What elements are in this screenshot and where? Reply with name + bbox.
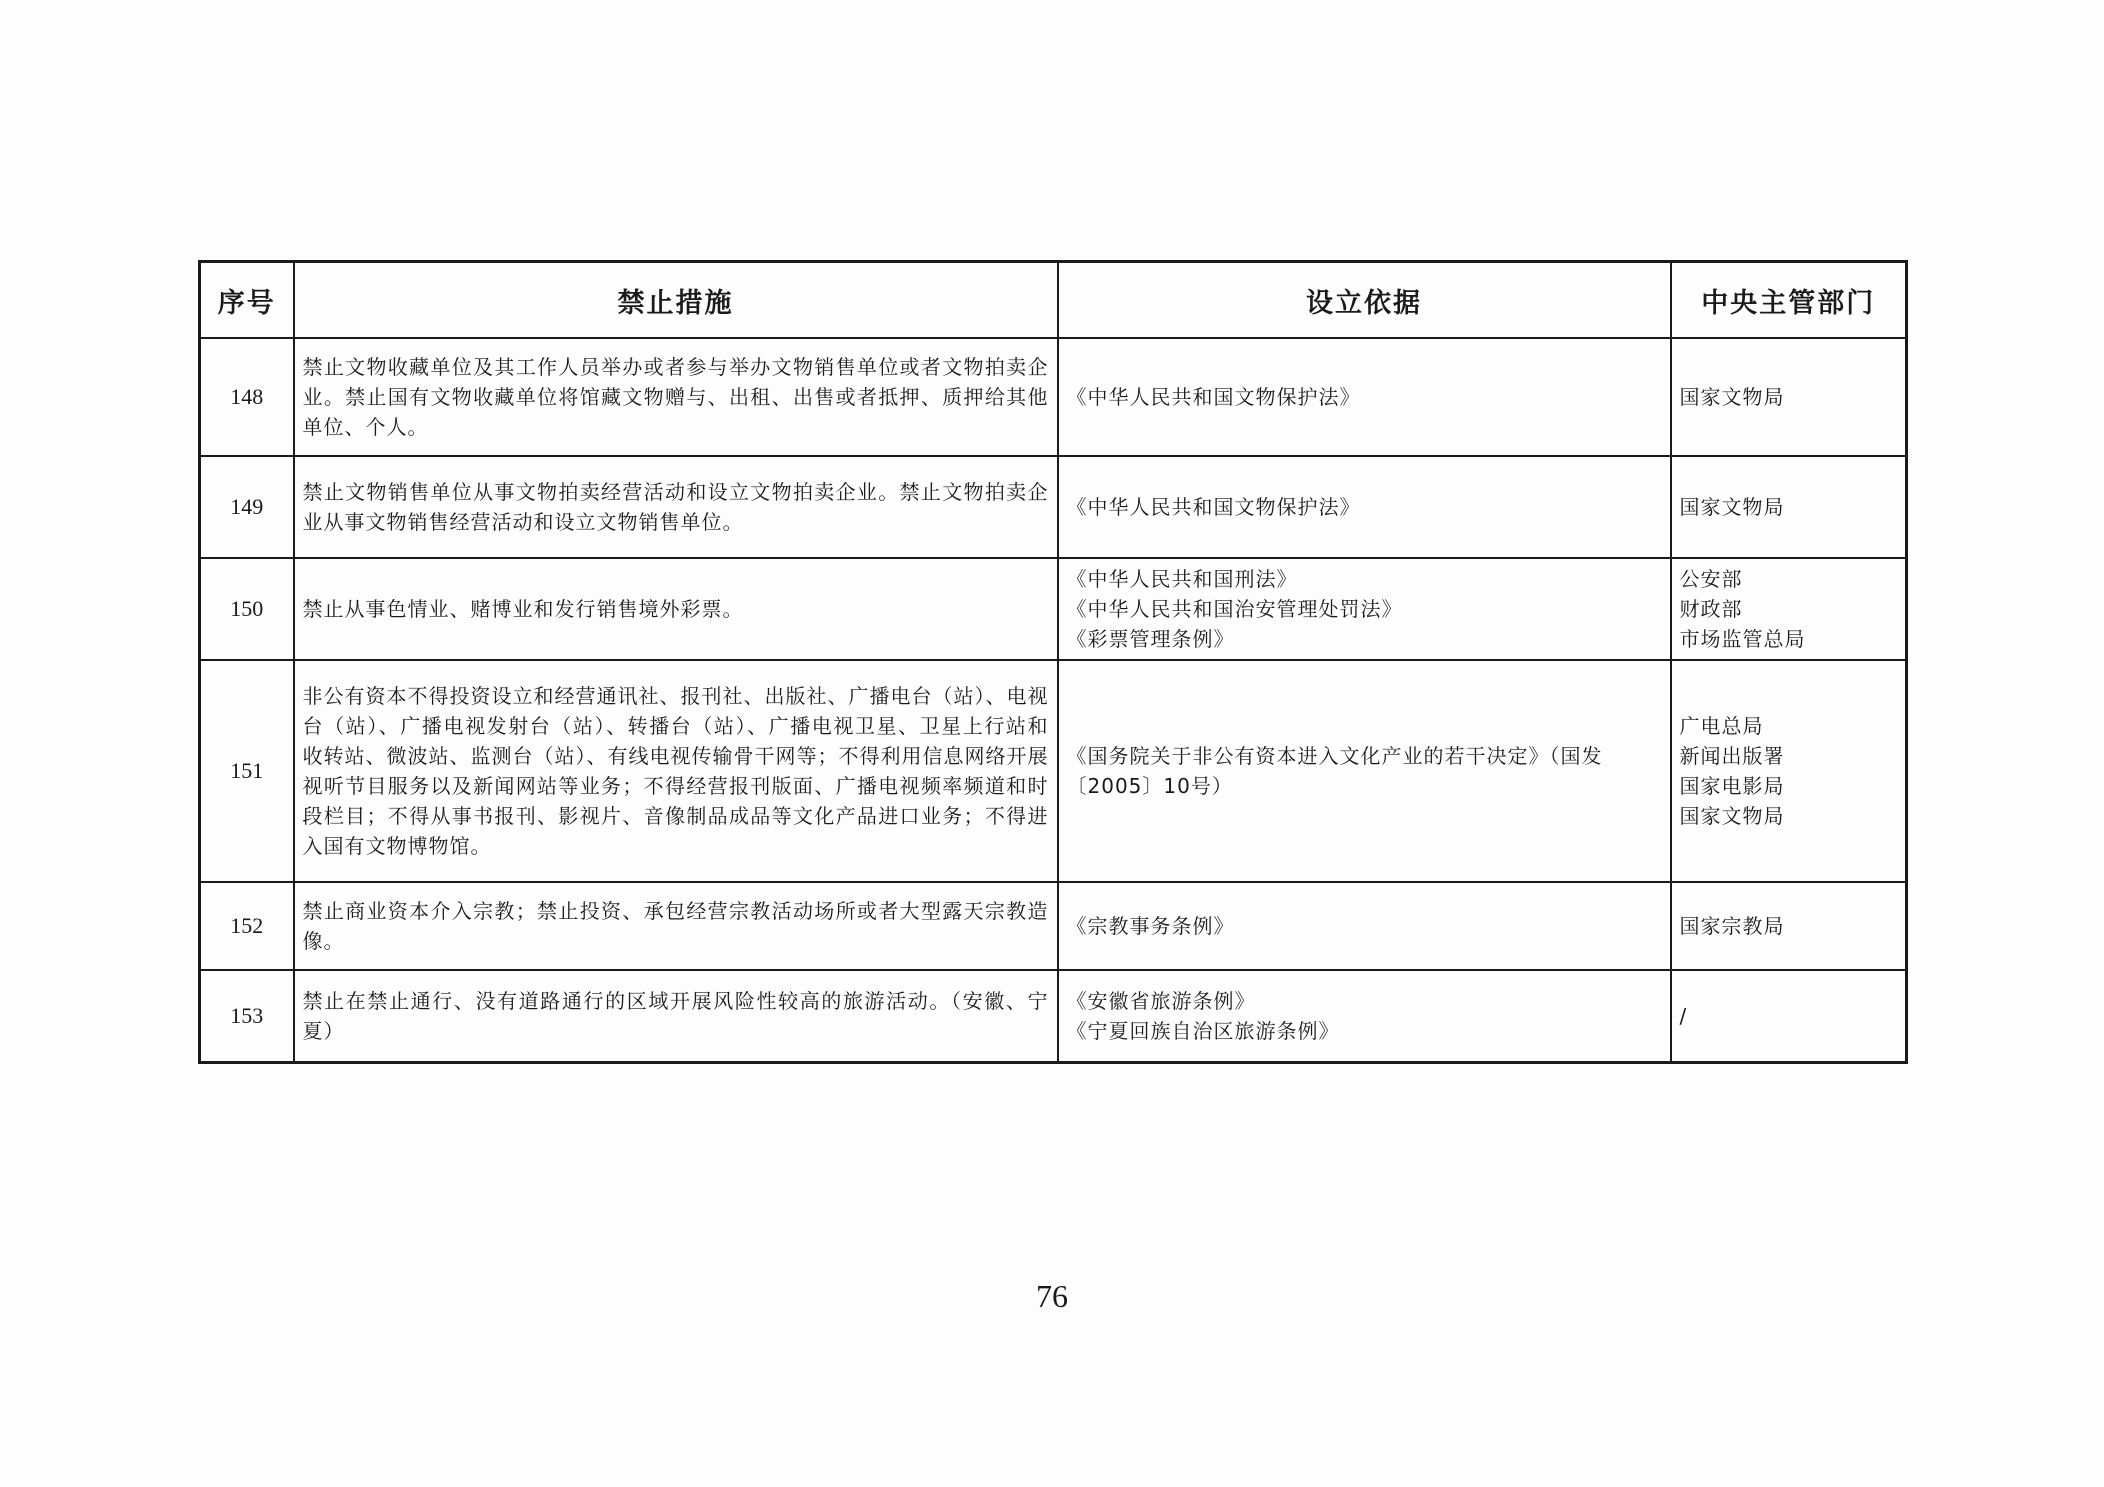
basis-line: 《宗教事务条例》 [1066, 914, 1235, 938]
page-number: 76 [1036, 1278, 1068, 1314]
prohibited-measures-table [198, 260, 1908, 1064]
table-row [200, 558, 1907, 660]
department-line: 国家文物局 [1679, 495, 1785, 519]
department-line: / [1679, 1004, 1688, 1028]
basis-line: 《中华人民共和国文物保护法》 [1066, 495, 1361, 519]
row-measure: 禁止文物销售单位从事文物拍卖经营活动和设立文物拍卖企业。禁止文物拍卖企业从事文物销售经营活动和设立文物销售单位。 [294, 456, 1058, 558]
basis-line: 《安徽省旅游条例》 [1066, 989, 1256, 1013]
row-measure: 禁止文物收藏单位及其工作人员举办或者参与举办文物销售单位或者文物拍卖企业。禁止国有文物收藏单位将馆藏文物赠与、出租、出售或者抵押、质押给其他单位、个人。 [294, 338, 1058, 456]
row-department [1671, 882, 1907, 970]
basis-line: 《中华人民共和国治安管理处罚法》 [1066, 597, 1403, 621]
row-serial-number: 151 [200, 660, 294, 882]
row-serial-number: 148 [200, 338, 294, 456]
table-row [200, 456, 1907, 558]
department-line: 国家宗教局 [1679, 914, 1785, 938]
row-basis [1058, 882, 1671, 970]
department-line: 国家电影局 [1679, 774, 1785, 798]
row-basis [1058, 456, 1671, 558]
header-legal-basis: 设立依据 [1058, 262, 1671, 339]
table-row [200, 882, 1907, 970]
table-header-row [200, 262, 1907, 339]
row-measure: 禁止从事色情业、赌博业和发行销售境外彩票。 [294, 558, 1058, 660]
header-central-department: 中央主管部门 [1671, 262, 1907, 339]
department-line: 广电总局 [1679, 714, 1764, 738]
header-serial-number: 序号 [200, 262, 294, 339]
table-row [200, 660, 1907, 882]
row-department [1671, 338, 1907, 456]
department-line: 国家文物局 [1679, 804, 1785, 828]
basis-line: 《宁夏回族自治区旅游条例》 [1066, 1019, 1340, 1043]
row-department [1671, 558, 1907, 660]
row-measure: 禁止商业资本介入宗教；禁止投资、承包经营宗教活动场所或者大型露天宗教造像。 [294, 882, 1058, 970]
row-serial-number: 150 [200, 558, 294, 660]
row-measure: 非公有资本不得投资设立和经营通讯社、报刊社、出版社、广播电台（站）、电视台（站）、广播电视发射台（站）、转播台（站）、广播电视卫星、卫星上行站和收转站、微波站、监测台（站）、有线电视传输骨干网等；不得利用信息网络开展视听节目服务以及新闻网站等业务；不得经营报刊版面、广播电视频率频道和时段栏目；不得从事书报刊、影视片、音像制品成品等文化产品进口业务；不得进入国有文物博物馆。 [294, 660, 1058, 882]
department-line: 新闻出版署 [1679, 744, 1785, 768]
department-line: 国家文物局 [1679, 385, 1785, 409]
department-line: 公安部 [1679, 567, 1743, 591]
department-line: 财政部 [1679, 597, 1743, 621]
table-row [200, 970, 1907, 1063]
row-department [1671, 970, 1907, 1063]
basis-line: 《中华人民共和国刑法》 [1066, 567, 1298, 591]
row-department [1671, 456, 1907, 558]
basis-line: 《彩票管理条例》 [1066, 627, 1235, 651]
row-department [1671, 660, 1907, 882]
row-basis: 《国务院关于非公有资本进入文化产业的若干决定》（国发〔2005〕10号） [1058, 660, 1671, 882]
row-serial-number: 153 [200, 970, 294, 1063]
row-serial-number: 152 [200, 882, 294, 970]
department-line: 市场监管总局 [1679, 627, 1806, 651]
row-basis [1058, 338, 1671, 456]
row-basis [1058, 970, 1671, 1063]
row-serial-number: 149 [200, 456, 294, 558]
row-basis [1058, 558, 1671, 660]
basis-line: 《中华人民共和国文物保护法》 [1066, 385, 1361, 409]
table-row [200, 338, 1907, 456]
row-measure: 禁止在禁止通行、没有道路通行的区域开展风险性较高的旅游活动。（安徽、宁夏） [294, 970, 1058, 1063]
header-prohibited-measure: 禁止措施 [294, 262, 1058, 339]
